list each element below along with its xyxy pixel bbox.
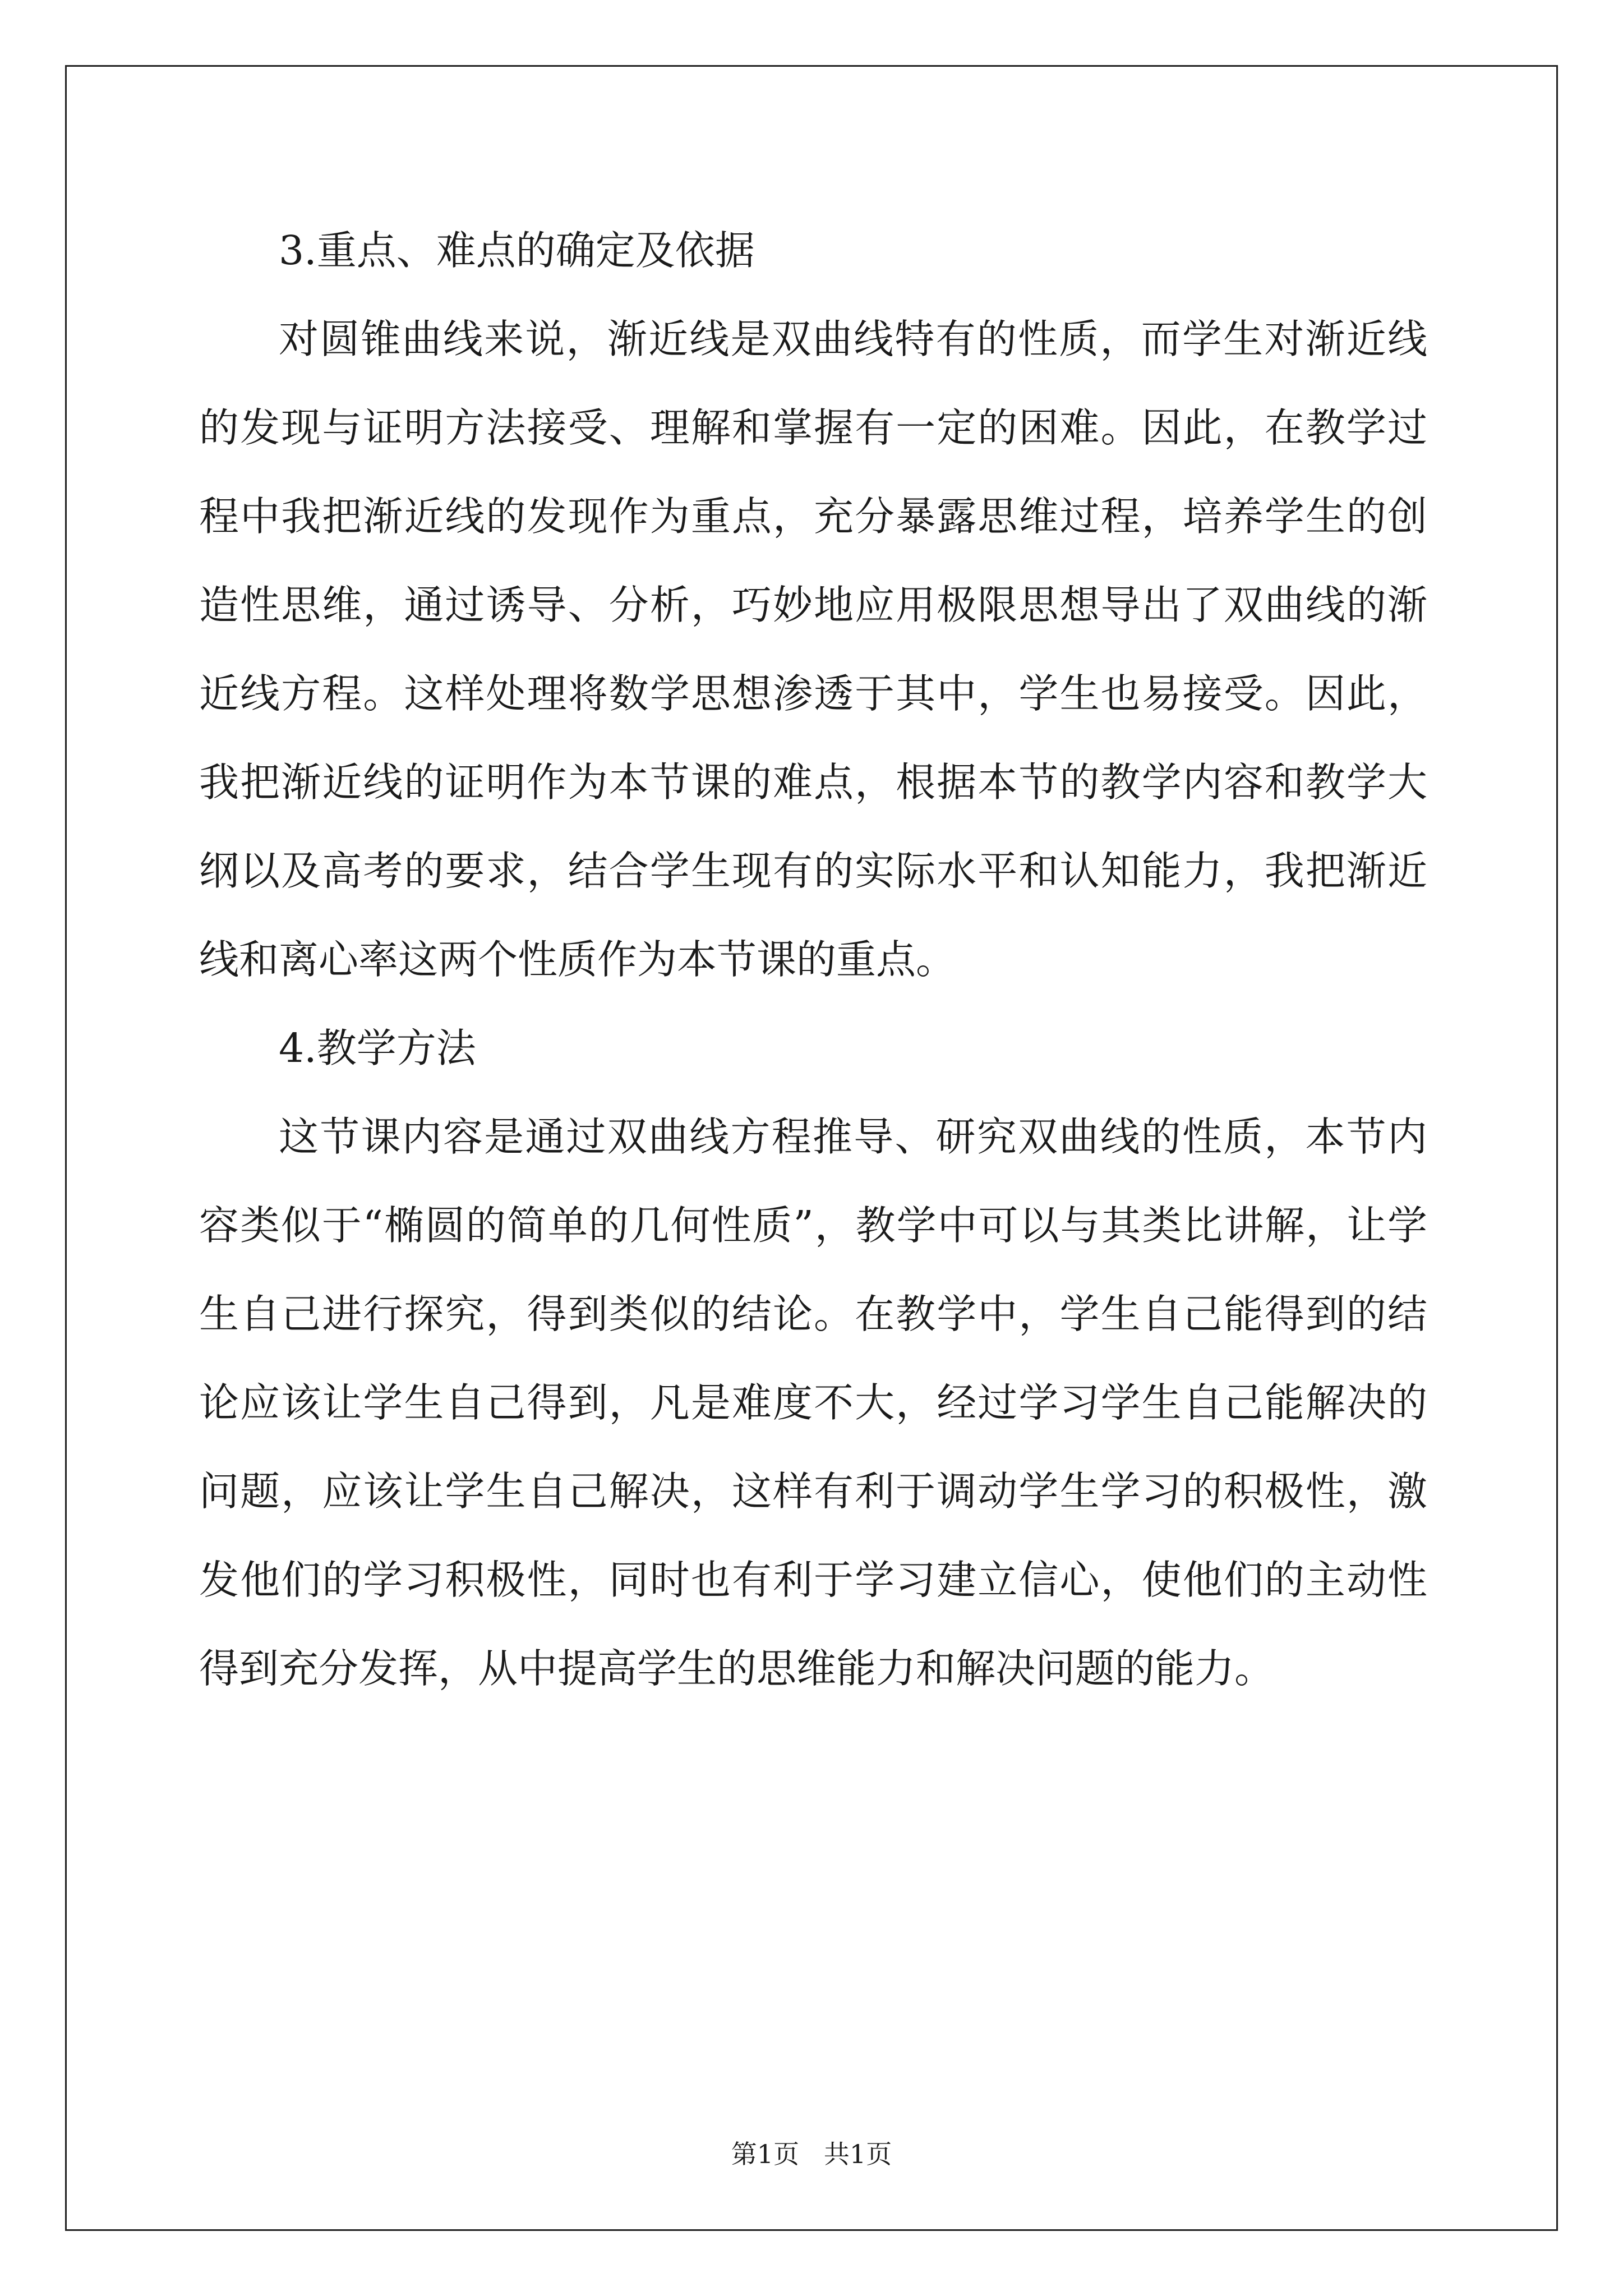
- section-3-paragraph: 对圆锥曲线来说，渐近线是双曲线特有的性质，而学生对渐近线的发现与证明方法接受、理解和掌握有一定的困难。因此，在教学过程中我把渐近线的发现作为重点，充分暴露思维过程，培养学生的创造性思维，通过诱导、分析，巧妙地应用极限思想导出了双曲线的渐近线方程。这样处理将数学思想渗透于其中，学生也易接受。因此，我把渐近线的证明作为本节课的难点，根据本节的教学内容和教学大纲以及高考的要求，结合学生现有的实际水平和认知能力，我把渐近线和离心率这两个性质作为本节课的重点。: [199, 316, 1427, 983]
- section-4-heading: 4.教学方法: [279, 1025, 476, 1071]
- section-3-heading: 3.重点、难点的确定及依据: [279, 227, 755, 274]
- page-footer: 第1页 共1页: [731, 2139, 892, 2169]
- section-4-paragraph: 这节课内容是通过双曲线方程推导、研究双曲线的性质，本节内容类似于“椭圆的简单的几何性质”，教学中可以与其类比讲解，让学生自己进行探究，得到类似的结论。在教学中，学生自己能得到的结论应该让学生自己得到，凡是难度不大，经过学习学生自己能解决的问题，应该让学生自己解决，这样有利于调动学生学习的积极性，激发他们的学习积极性，同时也有利于学习建立信心，使他们的主动性得到充分发挥，从中提高学生的思维能力和解决问题的能力。: [199, 1114, 1427, 1692]
- document-body: [199, 206, 1427, 1713]
